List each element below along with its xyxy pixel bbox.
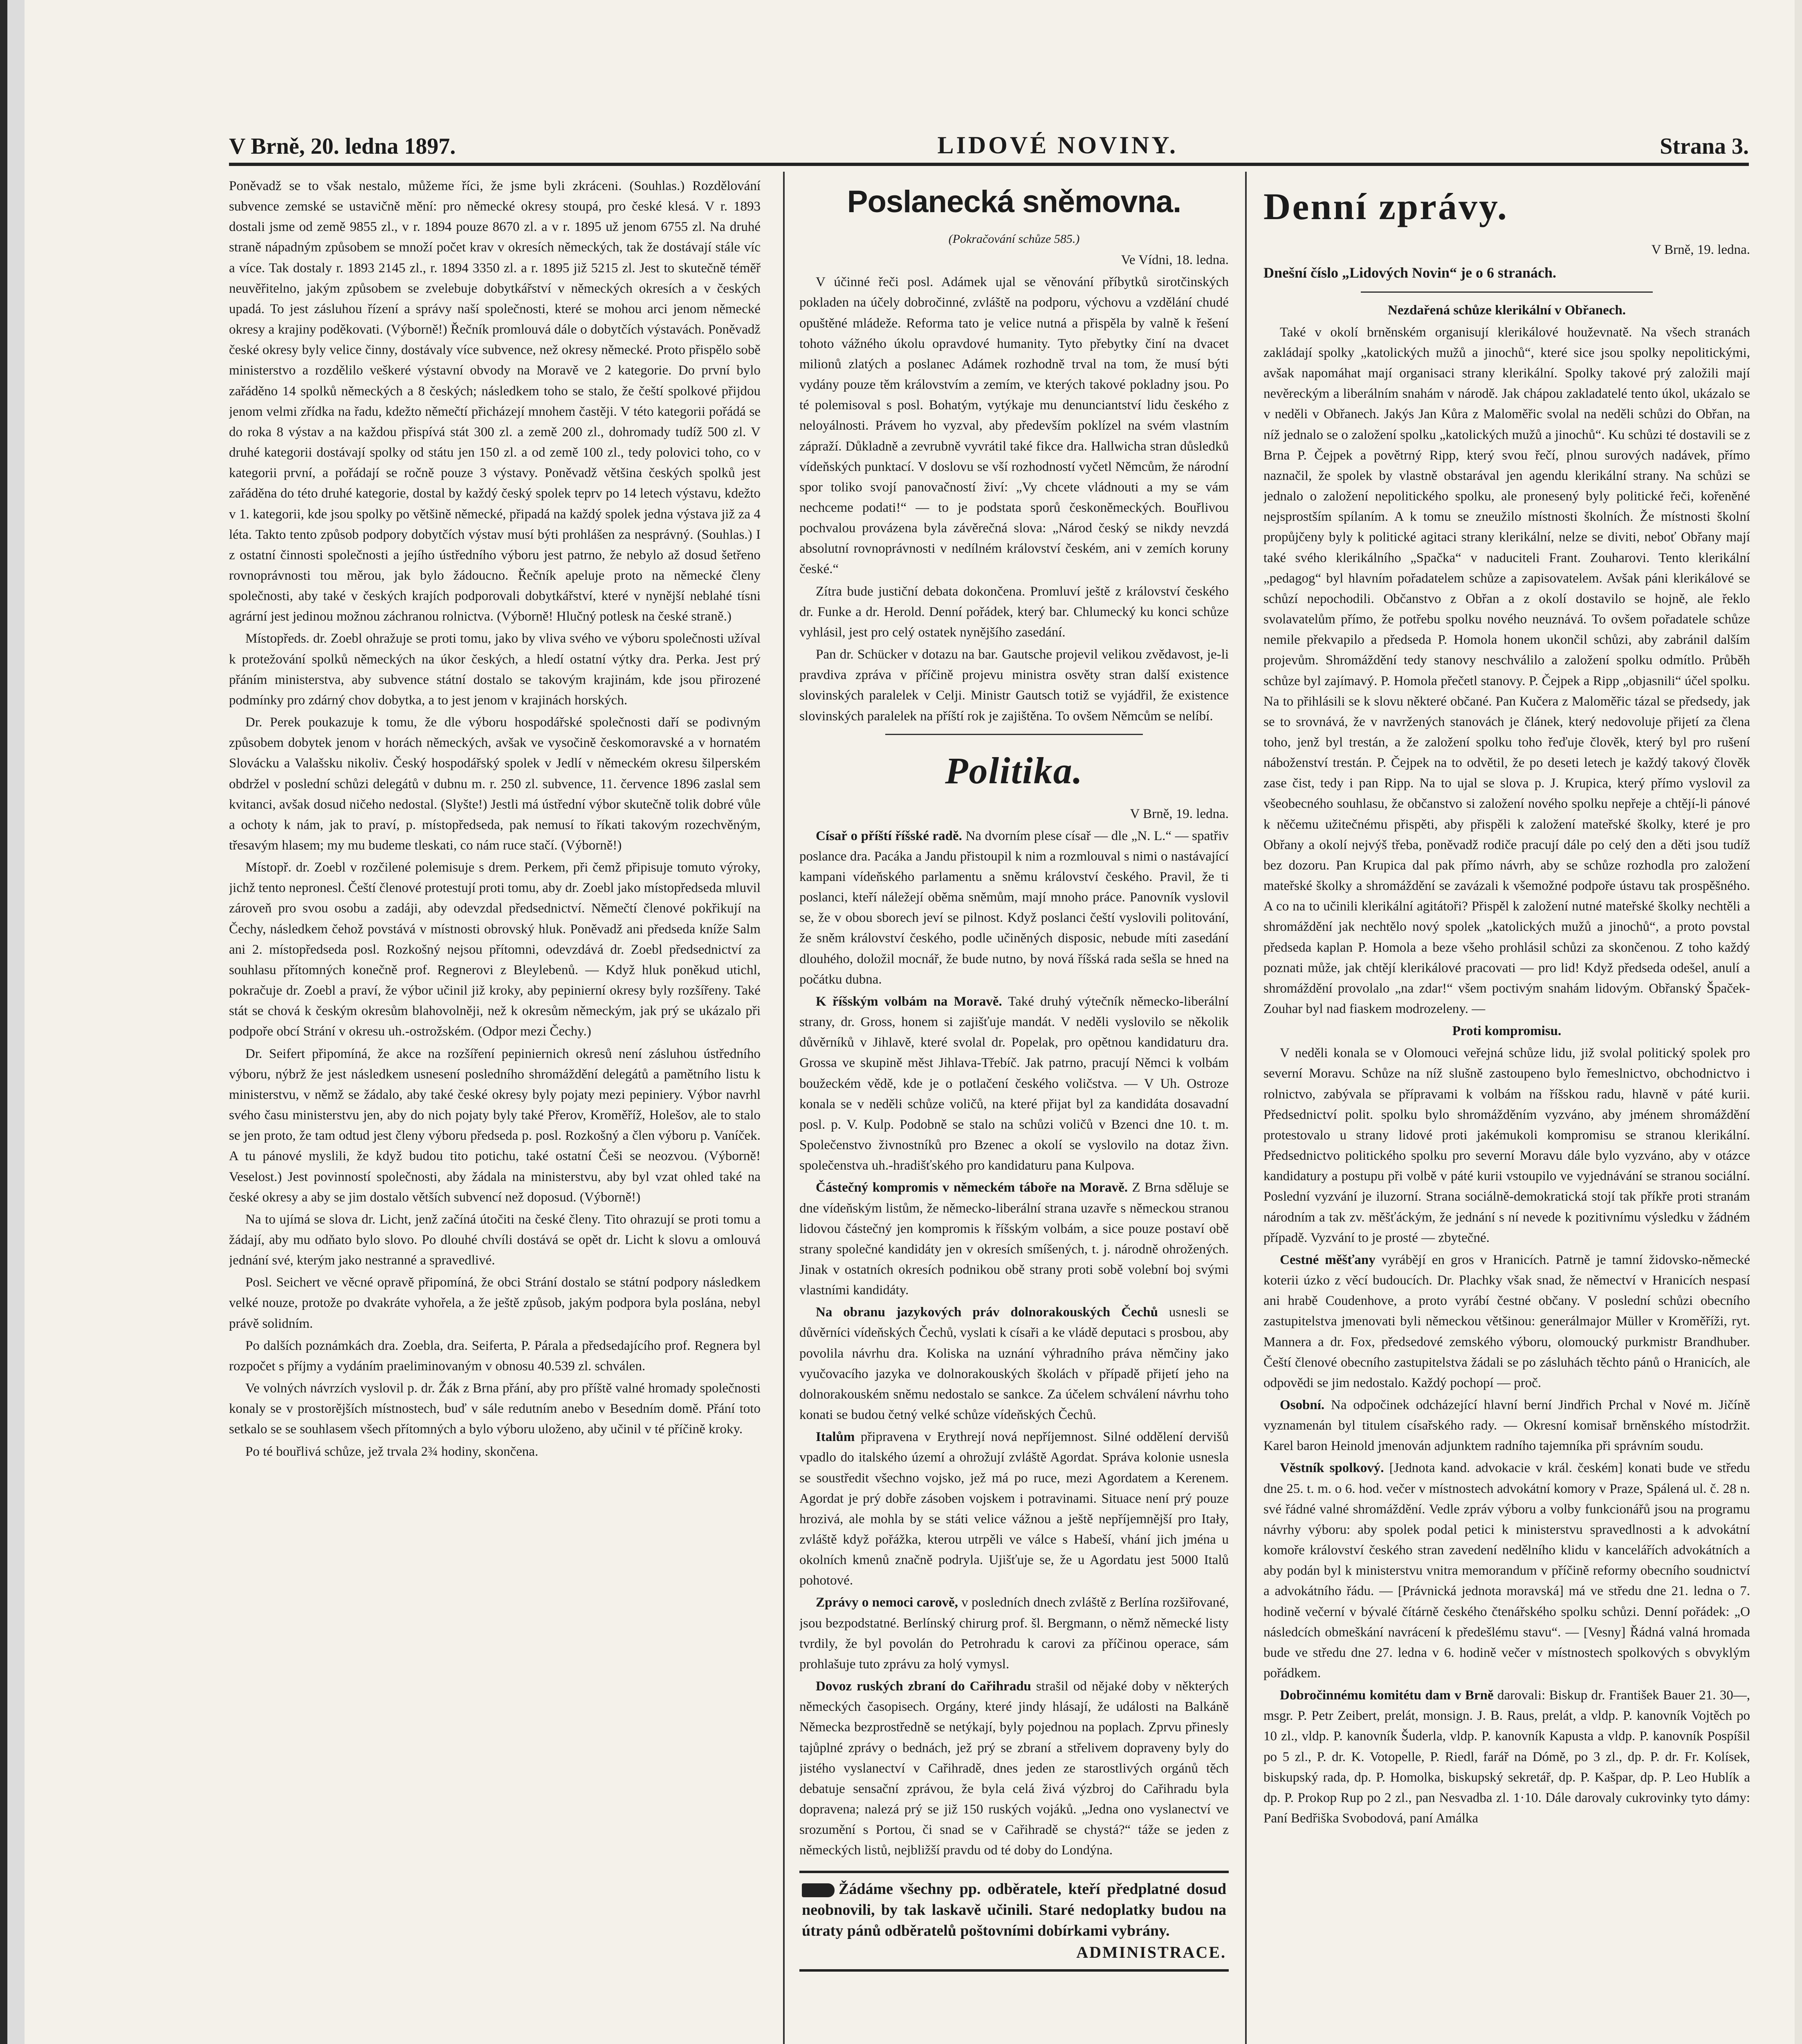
- section-subtitle: (Pokračování schůze 585.): [948, 232, 1080, 246]
- news-item-text: Na dvorním plese císař — dle „N. L.“ — spatřiv poslance dra. Pacáka a Jandu přistoupil k nim a rozmlouval s nimi o nastávající kampani vídeňského parlamentu a sněmu království českého. Pravil, že ti poslanci, kteří náležejí oběma sněmům, mají mnoho práce. Panovník vyslovil se, že v obou sborech jeví se pilnost. Když poslanci čeští vyslovili politování, že sněm království českého, podle učiněných disposic, nebude míti zasedání dlouhého, doložil mocnář, že bude nutno, by nová říšská rada sešla se hned na počátku dubna.: [799, 828, 1229, 987]
- paragraph: Místopředs. dr. Zoebl ohražuje se proti tomu, jako by vliva svého ve výboru společnosti užíval k protežování spolků německých na úkor českých, a hledí ostatní výtky dra. Perka. Jest prý přáním ministerstva, aby subvence státní dostalo se takovým krajinám, kde jsou přirozené podmínky pro zdárný chov dobytka, a to jest jenom v krajinách horských.: [229, 631, 761, 708]
- news-item-heading: Cestné měšťany: [1280, 1252, 1376, 1267]
- news-item-text: vyrábějí en gros v Hranicích. Patrně je tamní židovsko-německé koterii úzko z věcí budoucích. Dr. Plachky však snad, že němectví v Hranicích nespasí ani hrabě Coudenhove, a proto vyrábí čestné občany. V poslední schůzi obecního zastupitelstva jmenovati byli německou většinou: generálmajor Müller v Kroměříži, ryt. Mannera a dr. Fox, předsedové zemského výboru, olomoucký purkmistr Brandhuber. Čeští členové obecního zastupitelstva žádali se po zásluhách těchto pánů o Hranicích, ale odpovědi se jim nedostalo. Každý pochopí — proč.: [1263, 1252, 1750, 1390]
- dateline: Ve Vídni, 18. ledna.: [1121, 253, 1229, 268]
- news-item: [799, 1592, 1229, 1674]
- paragraph: Dr. Seifert připomíná, že akce na rozšíření pepiniernich okresů není zásluhou ústředního výboru, nýbrž že jest následkem usnesení posledního shromáždění delegátů a pamětního listu k ministerstvu, v němž se žádalo, aby také české okresy byly pojaty mezi pepiniery. Výbor navrhl svého času ministerstvu jen, aby do nich pojaty byly také Přerov, Kroměříž, Holešov, ale to stalo se jen proto, že tam odtud jest členy výboru předseda p. posl. Rozkošný a člen výboru p. Vaníček. A tu pánové myslili, že když budou tito potichu, také ostatní Češi se neozvou. (Výborně! Veselost.) Jest povinností společnosti, aby žádala na ministerstvu, aby byl vzat ohled také na české okresy a aby se jim dostalo větších subvencí než doposud. (Výborně!): [229, 1046, 761, 1205]
- paragraph: Místopř. dr. Zoebl v rozčilené polemisuje s drem. Perkem, při čemž připisuje tomuto výroky, jichž tento nepronesl. Čeští členové protestují proti tomu, aby dr. Zoebl jako místopředseda mluvil zároveň pro svou osobu a zadáji, aby odevzdal předsednictví. Němečtí členové pokřikují na Čechy, následkem čehož povstává v místnosti obrovský hluk. Poněvadž ani předseda kníže Salm ani 2. místopředseda posl. Rozkošný nejsou přítomni, odevzdává dr. Zoebl předsednictví za souhlasu přítomných konečně prof. Regnerovi z Bleylebenů. — Když hluk poněkud utichl, pokračuje dr. Zoebl a praví, že výbor učinil již kroky, aby pepinierní okresy byly rozšířeny. Také stát se chová k českým okresům blahovolněji, než k okresům německým, jak prý se ukázalo při podpoře obcí Strání v okresu uh.-ostrožském. (Odpor mezi Čechy.): [229, 860, 761, 1039]
- news-item: [799, 1676, 1229, 1860]
- news-item-heading: Císař o příští říšské radě.: [816, 828, 962, 843]
- section-title-politika: Politika.: [945, 749, 1083, 791]
- news-item-text: darovali: Biskup dr. František Bauer 21. 30—, msgr. P. Petr Zeibert, prelát, monsign. J. B. Raus, prelát, a vldp. P. kanovník Vojtěch po 10 zl., vldp. P. kanovník Šuderla, vldp. P. kanovník Kapusta a vldp. P. kanovník Pospíšil po 5 zl., P. dr. K. Votopelle, P. Riedl, farář na Dómě, po 3 zl., dp. P. dr. Fr. Kolísek, biskupský rada, dp. P. Homolka, biskupský sekretář, dp. P. Kašpar, dp. P. Leo Hublík a dp. P. Prokop Rup po 2 zl., pan Nesvadba zl. 1·10. Dále darovaly cukrovinky tyto dámy: Paní Bedřiška Svobodová, paní Amálka: [1263, 1688, 1750, 1826]
- scan-left-edge: [0, 0, 49, 2044]
- column-1: [229, 176, 761, 2044]
- news-item-heading: Proti kompromisu.: [1452, 1024, 1562, 1039]
- column-3: [1263, 176, 1750, 2044]
- news-item-heading: Osobní.: [1280, 1397, 1325, 1412]
- dateline: V Brně, 19. ledna.: [1130, 806, 1229, 821]
- section-separator: [1361, 291, 1653, 293]
- column-2: [799, 176, 1229, 2044]
- news-item-text: V neděli konala se v Olomouci veřejná schůze lidu, již svolal politický spolek pro severní Moravu. Schůze na níž slušně zastoupeno bylo řemeslnictvo, obchodnictvo i rolnictvo, zabývala se přípravami k volbám na říšskou radu, hlavně v páté kurii. Předsednictví polit. spolku bylo shromážděním vyzváno, aby jménem shromáždění protestovalo u strany lidové proti jakémukoli kompromisu se stranou klerikální. Předsednictvo politického spolku pro severní Moravu dále bylo vyzváno, aby v otázce kandidatury a postupu při volbě v páté kurii vstoupilo ve vyjednávání se stranou sociální. Poslední vyzvání je iluzorní. Strana sociálně-demokratická stojí tak příkře proti stranám národním a tak zv. měšťáckým, že jednání s ní nevede k pozitivnímu výsledku v žádném případě. Vyzvání to je prosté — zbytečné.: [1263, 1046, 1750, 1245]
- news-item-heading: Dobročinnému komitétu dam v Brně: [1280, 1688, 1494, 1703]
- lead-notice: Dnešní číslo „Lidových Novin“ je o 6 stranách.: [1263, 264, 1557, 281]
- header-page-number: Strana 3.: [1660, 134, 1749, 159]
- news-item: [1263, 1395, 1750, 1456]
- news-item-heading: Dovoz ruských zbraní do Cařihradu: [816, 1679, 1031, 1694]
- column-divider: [783, 172, 785, 2044]
- dateline: V Brně, 19. ledna.: [1651, 242, 1750, 257]
- news-item-text: strašil od nějaké doby v některých německých časopisech. Orgány, které jindy hlásají, že události na Balkáně Německa bezprostředně se netýkají, byly pojednou na poplach. Zprvu přinesly tajůplné zprávy o bednách, jež prý se zbraní a střelivem dopraveny byly do jistého vyslanectví v Cařihradě, dnes jeden ze starostlivých orgánů těch debatuje sensační zprávou, že byla celá živá výzbroj do Cařihradu byla dopravena; nalezá prý se již 150 ruských vojáků. „Jedna ono vyslanectví ve srozumění s Portou, či snad se v Cařihradě se chystá?“ táže se jeden z německých listů, nejbližší pravdu od té doby do Londýna.: [799, 1679, 1229, 1858]
- news-item: [799, 1302, 1229, 1425]
- paragraph: Ve volných návrzích vyslovil p. dr. Žák z Brna přání, aby pro příště valné hromady společnosti konaly se v prostorějších místnostech, buď v sále redutním anebo v Besedním domě. Přání toto setkalo se se souhlasem všech přítomných a bylo výboru uloženo, aby učinil v té příčině kroky.: [229, 1381, 761, 1437]
- news-item-heading: Věstník spolkový.: [1280, 1461, 1384, 1476]
- news-item: [1263, 1685, 1750, 1829]
- section-separator: [885, 734, 1143, 735]
- news-item-text: v posledních dnech zvláště z Berlína rozšiřované, jsou bezpodstatné. Berlínský chirurg prof. šl. Bergmann, o němž německé listy tvrdily, že byl povolán do Petrohradu k carovi za příčinou operace, sám prohlašuje tuto zprávu za holý vymysl.: [799, 1595, 1229, 1672]
- pointing-hand-icon: [802, 1883, 835, 1897]
- news-item-text: připravena v Erythrejí nová nepříjemnost. Silné oddělení dervišů vpadlo do italského území a ohrožují zvláště Agordat. Správa kolonie usnesla se soustředit všechno vojsko, jež má po ruce, mezi Agordatem a Kerenem. Agordat je prý dobře zásoben vojskem i potravinami. Situace není prý pouze hrozivá, ale mohla by se státi velice vážnou a ještě nepříjemnější pro Itały, zvláště když pořážka, kterou utrpěli ve válce s Habeší, vhání jich jména u okolních kmenů značně podryla. Ujišťuje se, že u Agordatu jest 5000 Italů pohotové.: [799, 1430, 1229, 1588]
- paragraph: V účinné řeči posl. Adámek ujal se věnování příbytků sirotčinských pokladen na účely dobročinné, zvláště na podporu, výchovu a vzdělání chudé opuštěné mládeže. Reforma tato je velice nutná a přispěla by valně k řešení tohoto vážného úkolu opravdové humanity. Tyto přebytky činí na dvacet milionů zlatých a poslanec Adámek rozhodně trval na tom, že musí býti vydány pouze těm královstvím a zemím, ve kterých takové pokladny jsou. Po té polemisoval s posl. Bohatým, vytýkaje mu denunciantství lidu českého z neloyálnosti. Právem ho vyzval, aby především poklízel na svém vlastním zápraží. Důkladně a zevrubně vyvrátil také fikce dra. Hallwicha stran důsledků vídeňských punktací. V doslovu se vší rozhodností vyčetl Němcům, že národní spor toliko svojí panovačností živí: „Vy chcete vládnouti a my se vám nechceme podati!“ — to je podstata sporů českoněmeckých. Bouřlivou pochvalou provázena byla závěrečná slova: „Národ český se nikdy nevzdá absolutní rovnoprávnosti v nedílném království českém, ani v zemích koruny české.“: [799, 275, 1229, 577]
- news-item-heading: Italům: [816, 1430, 855, 1445]
- news-item: [799, 1427, 1229, 1591]
- column-divider: [1245, 172, 1247, 2044]
- news-item: [799, 1177, 1229, 1300]
- news-item-heading: Částečný kompromis v německém táboře na Moravě.: [816, 1180, 1128, 1195]
- paragraph: Poněvadž se to však nestalo, můžeme říci, že jsme byli zkráceni. (Souhlas.) Rozdělování subvence zemské se ustavičně mění: pro německé okresy stoupá, pro české klesá. V r. 1893 dostali jsme od země 9855 zl., v r. 1894 pouze 8670 zl. a v r. 1895 už jenom 6755 zl. Na druhé straně nápadným způsobem se množí počet krav v okresích německých, tak že dostávají stále víc a více. Tak dostaly r. 1893 2145 zl., r. 1894 3350 zl. a r. 1895 již 5215 zl. Jest to skutečně téměř neuvěřitelno, jakým způsobem se zvelebuje dobytkářství v německých okresích a v českých upadá. To jest zásluhou řízení a správy naší společnosti, které se mohou arci jenom německé okresy a krajiny poděkovati. (Výborně!) Řečník promlouvá dále o dobytčích výstavách. Poněvadž české okresy byly velice činny, dostávaly více subvence, než okresy německé. Proto přispělo sobě ministerstvo a rozdělilo veškeré výstavní obvody na Moravě ve 2 kategorie. Do první bylo zařáděno 14 spolků německých a 8 českých; následkem toho se stalo, že čeští spolkové přijdou jenom velmi zřídka na řadu, kdežto němečtí přicházejí mnohem častěji. V této kategorii pořádá se do roka 8 výstav a na každou přispívá stát 300 zl. a země 200 zl., dohromady tudíž 500 zl. V druhé kategorii dostávají spolky od státu jen 150 zl. a od země 100 zl., tedy polovici toho, co v kategorii první, a pořádají se ročně pouze 3 výstavy. Poněvadž většina českých spolků jest zařáděna do této druhé kategorie, dostal by každý český spolek teprv po 14 letech výstavu, kdežto v 1. kategorii, kde jsou spolky po většině německé, připadá na každý spolek jedna výstava již za 4 léta. Takto tento způsob podpory dobytčích výstav musí býti prohlášen za nesprávný. (Souhlas.) I z ostatní činnosti společnosti a jejího ústředního výboru jest patrno, že nebylo až dosud šetřeno rovnoprávnosti tou měrou, jak bylo žádoucno. Řečník apeluje proto na německé členy společnosti, aby také v českých krajích podporovali dobytkářství, které v nynější neblahé tísni agrární jest jedinou možnou záchranou rolnictva. (Výborně! Hlučný potlesk na české straně.): [229, 179, 761, 624]
- section-title-denni-zpravy: Denní zprávy.: [1263, 186, 1508, 227]
- section-title-poslanecka-snemovna: Poslanecká sněmovna.: [847, 184, 1181, 219]
- news-item: [799, 991, 1229, 1176]
- notice-text: Žádáme všechny pp. odběratele, kteří předplatné dosud neobnovili, by tak laskavě učinili. Staré nedoplatky budou na útraty pánů odběratelů poštovními dobírkami vybrány.: [802, 1880, 1226, 1940]
- scan-right-edge: [1795, 0, 1802, 2044]
- news-item: [1263, 1250, 1750, 1393]
- news-item-text: [Jednota kand. advokacie v král. českém] konati bude ve středu dne 25. t. m. o 6. hod. večer v místnostech advokátní komory v Praze, Spálená ul. č. 28 n. své řádné valné shromáždění. Vedle zpráv výboru a volby funkcionářů jsou na programu návrhy výboru: aby spolek podal petici k ministerstvu spravedlnosti a k advokátní komoře království českého stran zavedení nedělního klidu v kancelářích advokátních a aby podán byl k ministerstvu vnitra memorandum v příčině reformy obecního soudnictví a advokátního řádu. — [Právnická jednota moravská] má ve středu dne 21. ledna o 7. hodině večerní v bývalé čítárně českého čtenářského spolku schůzi. Denní pořádek: „O následcích obmeškání navrácení k předešlému stavu“. — [Vesny] Řádná valná hromada bude ve středu dne 27. ledna v 6. hodině večer v místnostech spolkových s obvyklým pořádkem.: [1263, 1461, 1750, 1681]
- notice-signature: ADMINISTRACE.: [1076, 1943, 1226, 1962]
- page-header: [229, 114, 1749, 159]
- news-item-heading: Zprávy o nemoci carově,: [816, 1595, 958, 1610]
- news-item-text: Také druhý výtečník německo-liberální strany, dr. Gross, honem si zajišťuje mandát. V neděli vyslovilo se několik důvěrníků v Jihlavě, které svolal dr. Popelak, pro opětnou kandidaturu dra. Grossa ve skupině měst Jihlava-Třebíč. Jak patrno, pracují Němci k volbám boužeckém vědě, kde je o potlačení českého voličstva. — V Uh. Ostroze konala se v neděli schůze voličů, na které přijat byl za kandidáta dosavadní posl. p. V. Kulp. Podobně se stalo na schůzi voličů v Bzenci dne 10. t. m. Společenstvo živnostníků pro Bzenec a okolí se vyslovilo na dotaz živn. společenstva uh.-hradišťského pro kandidaturu pana Kulpova.: [799, 994, 1229, 1173]
- paragraph: Na to ujímá se slova dr. Licht, jenž začíná útočiti na české členy. Tito ohrazují se proti tomu a žádají, aby mu odňato bylo slovo. Po dlouhé chvíli dostává se opět dr. Licht k slovu a omlouvá jednání své, kterým jako nestranné a spravedlivé.: [229, 1212, 761, 1268]
- news-item-heading: Na obranu jazykových práv dolnorakouských Čechů: [816, 1305, 1158, 1320]
- paragraph: Po dalších poznámkách dra. Zoebla, dra. Seiferta, P. Párala a předsedajícího prof. Regnera byl rozpočet s příjmy a vydáním praeliminovaným v obnosu 40.539 zl. schválen.: [229, 1338, 761, 1374]
- news-item-heading: Nezdařená schůze klerikální v Obřanech.: [1387, 303, 1626, 318]
- news-item: [799, 826, 1229, 990]
- news-item: [1263, 1458, 1750, 1683]
- news-item-text: Na odpočinek odcházející hlavní berní Jindřich Prchal v Nové m. Jičíně vyznamenán byl titulem císařského rady. — Okresní komisař brněnského místodržit. Karel baron Heinold jmenován adjunktem radního tajemníka při správním soudu.: [1263, 1397, 1750, 1454]
- news-item-text: Také v okolí brněnském organisují klerikálové houževnatě. Na všech stranách zakládají spolky „katolických mužů a jinochů“, které sice jsou spolky nepolitickými, avšak napomáhat mají organisaci strany klerikální. Spolky takové prý založili mají nevěreckým a liberálním snahám v národě. Jak chápou zakladatelé tento úkol, ukázalo se v neděli v Obřanech. Jakýs Jan Kůra z Maloměřic svolal na neděli schůzi do Obřan, na níž jednalo se o založení spolku „katolických mužů a jinochů“. Ku schůzi té dostavili se z Brna P. Čejpek a povětrný Ripp, který svou řečí, plnou surových nadávek, přímo naznačil, že spolek by vlastně obstarával jen agendu klerikální strany. Na schůzi se jednalo o založení nepolitického spolku, ale pronesený byly politické řeči, kořeněné nejsprostším spílaním. A k tomu se zneužilo místnosti školních. Že místnosti školní propůjčeny byly k politické agitaci strany klerikální, nelze se diviti, neboť Obřany mají také svého klerikálního „Spačka“ v naduciteli Frant. Zouharovi. Tento klerikální „pedagog“ byl hlavním pořadatelem schůze a zapisovatelem. Avšak páni klerikálové se schůzí nepochodili. Občanstvo z Obřan a z okolí dostavilo se hojně, ale řeklo svolavatelům přímo, že potřebu spolku nového neuznává. To ovšem pořadatele schůze nemile překvapilo a předseda P. Homola honem ukončil schůzi, aby zabránil dalším projevům. Shromáždění tedy stanovy neschválilo a založení spolku odmítlo. Průběh schůze byl zajímavý. P. Homola přečetl stanovy. P. Čejpek a Ripp „objasnili“ účel spolku. Na to přihlásili se k slovu některé občané. Pan Kučera z Maloměřic tázal se předsedy, jak se to srovnává, že v navržených stanovách je článek, který nedovoluje přijetí za člena toho, jenž byl trestán, a že založení spolku toho řeďuje člověk, který byl pro rušení náboženství trestán. P. Čejpek na to odvětil, že po deseti letech je každý takový člověk zase čist, tedy i pan Ripp. Na to ujal se slova p. J. Krupica, který přímo vyslovil za všeobecného souhlasu, že občanstvo si založení nového spolku nepřeje a chtějí-li pánové k něčemu užitečnému přispěti, aby přispěli k založení mateřské školky, které je pro Obřany a okolí nejvýš třeba, poněvadž rodiče pracují dále po celý den a děti jsou tudíž bez dozoru. Pan Krupica dal pak přímo návrh, aby se schůze rozhodla pro založení mateřské školky a shromáždění se zavázali k všemožné podpoře ústavu tak prospěšného. A co na to učinili klerikální agitátoři? Přispěl k založení nutné mateřské školky nechtěli a shromáždění jak nechtělo nový spolek „katolických mužů a jinochů“, a proto povstal předseda kaplan P. Homola a beze všeho prohlásil schůzi za skončenou. Z toho každý poznati může, jak chtějí klerikálové pracovati — pro lid! Když předseda odešel, anulí a shromáždění provolalo „na zdar!“ všem poctivým snahám lidovým. Obřanský Špaček-Zouhar byl nad fiaskem modrozeleny. —: [1263, 325, 1750, 1017]
- paragraph: Po té bouřlivá schůze, jež trvala 2¾ hodiny, skončena.: [245, 1444, 539, 1459]
- news-item-text: usnesli se důvěrníci vídeňských Čechů, vyslati k císaři a ke vládě deputaci s prosbou, aby povolila návrhu dra. Koliska na uznání výhradního práva němčiny jako vyučovacího jazyka ve dolnorakouských školách v případě přijetí jeho na dolnorakouském sněmu nedostalo se sankce. Za účelem schválení návrhu toho konati se budou četný velké schůze vídeňských Čechů.: [799, 1305, 1229, 1423]
- header-paper-name: LIDOVÉ NOVINY.: [937, 132, 1178, 159]
- paragraph: Zítra bude justiční debata dokončena. Promluví ještě z království českého dr. Funke a dr. Herold. Denní pořádek, který bar. Chlumecký ku konci schůze vyhlásil, jest pro celý ostatek nynějšího zasedání.: [799, 584, 1229, 640]
- paragraph: Posl. Seichert ve věcné opravě připomíná, že obci Strání dostalo se státní podpory následkem velké nouze, protože po dvakráte vyhořela, a že ještě způsob, jakým podpora byla poslána, nebyl právě solidním.: [229, 1275, 761, 1331]
- subscription-notice: [799, 1871, 1229, 1972]
- news-item-text: Z Brna sděluje se dne vídeňským listům, že německo-liberální strana uzavře s německou stranou lidovou částečný jen kompromis k říšským volbám, a sice pouze postaví obě strany společné kandidáty jen v okresích smíšených, t. j. národně ohrožených. Jinak v ostatních okresích podnikou obě strany proti sobě volební boj svými vlastními kandidáty.: [799, 1180, 1229, 1298]
- paragraph: Dr. Perek poukazuje k tomu, že dle výboru hospodářské společnosti daří se podivným způsobem dobytek jenom v horách německých, avšak ve vysočině českomoravské a v hornatém Slovácku a Valašsku nikoliv. Český hospodářský spolek v Jedlí v německém okresu šilperském obdržel v poslední schůzi delegátů v dubnu m. r. 250 zl. subvence, 11. července 1896 zaslal sem kvitanci, avšak dosud ničeho nedostal. (Slyšte!) Jestli má ústřední výbor skutečně tolik dobré vůle a ochoty k nám, jak to praví, p. místopředseda, pak nemusí to říkati takovým rozechvěným, třesavým hlasem; my mu budeme tleskati, co nám ruce stačí. (Výborně!): [229, 715, 761, 853]
- header-rule: [229, 163, 1749, 166]
- news-item-heading: K říšským volbám na Moravě.: [816, 994, 1002, 1009]
- paragraph: Pan dr. Schücker v dotazu na bar. Gautsche projevil velikou zvědavost, je-li pravdiva zpráva v příčině projevu ministra osvěty stran další existence slovinských paralelek v Celji. Ministr Gautsch totiž se vyjádřil, že existence slovinských paralelek na příští rok je zajištěna. To ovšem Němcům se nelíbí.: [799, 647, 1229, 724]
- header-date: V Brně, 20. ledna 1897.: [229, 134, 456, 159]
